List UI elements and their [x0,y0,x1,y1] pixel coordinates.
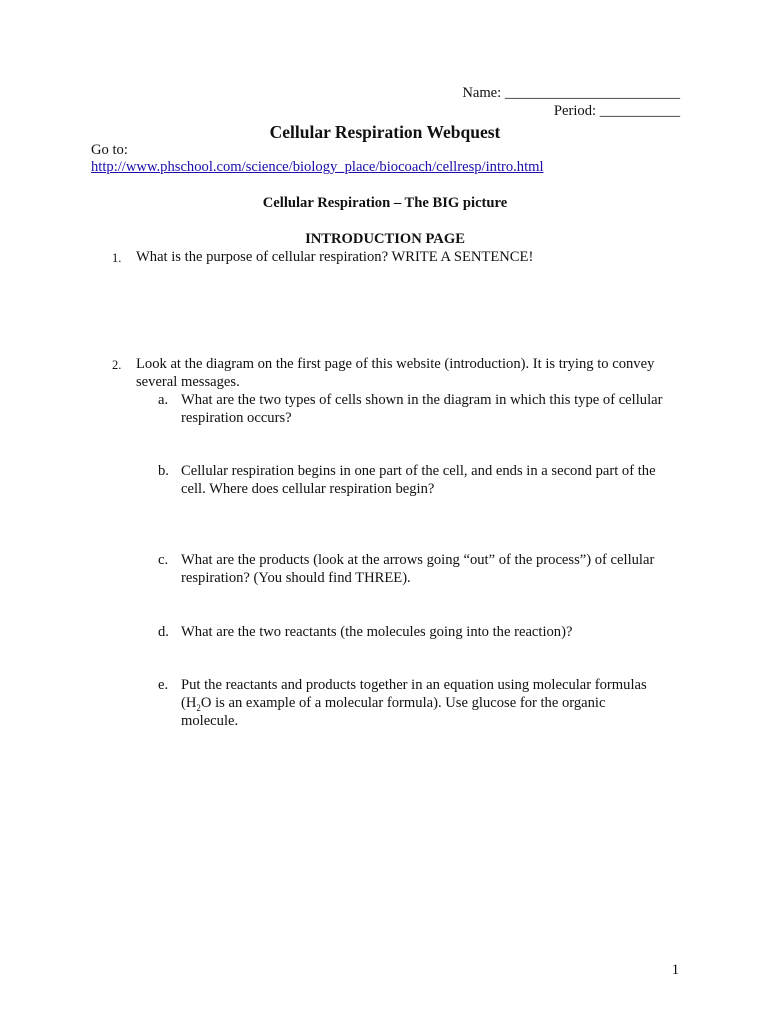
subquestion-letter: c. [158,552,169,568]
subquestion-text-line-2: cell. Where does cellular respiration begin? [181,481,435,497]
formula-subscript: 2 [196,702,201,713]
subquestion-text-line-2: respiration? (You should find THREE). [181,570,411,586]
page-number: 1 [671,962,679,978]
section-heading: INTRODUCTION PAGE [305,231,465,247]
subquestion-letter: a. [158,392,169,408]
subquestion-text-line-2 [181,694,605,717]
formula-prefix: (H [181,695,197,711]
page-title: Cellular Respiration Webquest [269,122,501,142]
question-text-line-1: Look at the diagram on the first page of this website (introduction). It is trying to convey [136,356,655,372]
question-number: 1. [112,251,122,265]
subquestion-letter: b. [158,463,169,479]
question-text-line-2: several messages. [136,374,240,390]
formula-rest: O is an example of a molecular formula). Use glucose for the organic [200,695,606,711]
section-subtitle: Cellular Respiration – The BIG picture [262,195,508,211]
subquestion-letter: e. [158,677,169,693]
subquestion-letter: d. [158,624,169,640]
question-text: What is the purpose of cellular respiration? WRITE A SENTENCE! [136,249,534,265]
subquestion-text-line-1: What are the products (look at the arrows going “out” of the process”) of cellular [181,552,655,568]
question-number: 2. [112,358,122,372]
subquestion-text-line-1: Cellular respiration begins in one part of the cell, and ends in a second part of the [181,463,656,479]
subquestion-text-line-1: Put the reactants and products together in an equation using molecular formulas [181,677,647,693]
subquestion-text-line-1: What are the two types of cells shown in the diagram in which this type of cellular [181,392,663,408]
goto-label: Go to: [91,142,128,158]
subquestion-text-line-3: molecule. [181,713,239,729]
name-line: Name: ________________________ [462,85,680,101]
website-link[interactable]: http://www.phschool.com/science/biology_place/biocoach/cellresp/intro.html [91,159,544,175]
subquestion-text-line-2: respiration occurs? [181,410,292,426]
subquestion-text-line-1: What are the two reactants (the molecules going into the reaction)? [181,624,573,640]
period-line: Period: ___________ [553,103,680,119]
